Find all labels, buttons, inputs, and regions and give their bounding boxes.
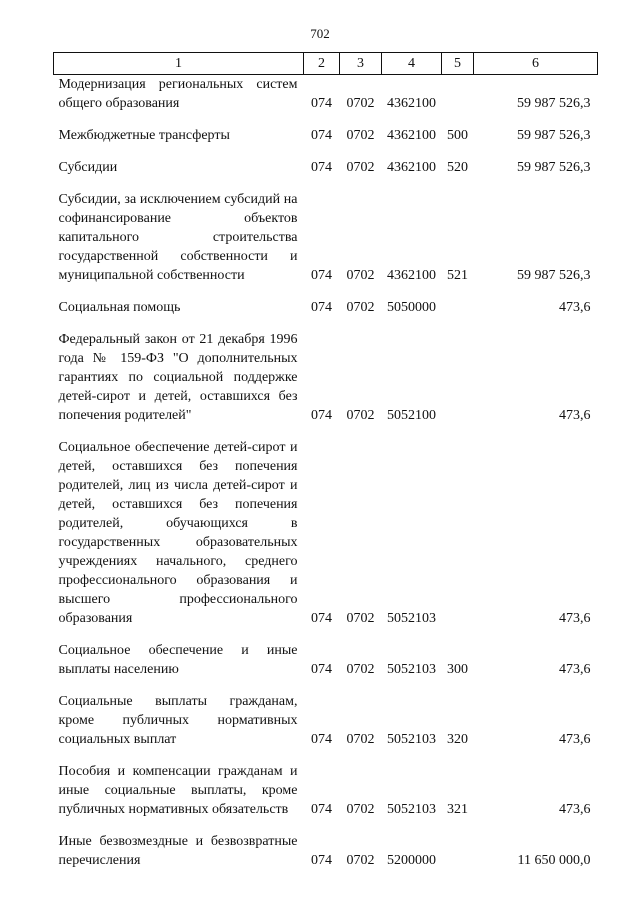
row-target-code: 5052103 [387, 662, 436, 677]
row-amount: 59 987 526,3 [517, 268, 591, 283]
table-row [54, 317, 598, 425]
row-expense-code: 320 [447, 732, 468, 747]
row-expense-code [442, 75, 474, 114]
row-name: Межбюджетные трансферты [58, 128, 230, 143]
row-amount: 473,6 [559, 611, 591, 626]
row-target-code: 5052103 [387, 802, 436, 817]
column-header-target: 4 [382, 53, 442, 75]
row-amount: 473,6 [559, 732, 591, 747]
row-target-code: 5050000 [387, 300, 436, 315]
table-row [54, 628, 598, 679]
row-expense-code [442, 285, 474, 317]
table-row [54, 425, 598, 628]
row-expense-code: 321 [447, 802, 468, 817]
row-ministry-code: 074 [311, 300, 332, 315]
row-amount: 59 987 526,3 [517, 128, 591, 143]
table-row [54, 679, 598, 749]
row-section-code: 0702 [346, 853, 375, 868]
table-row [54, 145, 598, 177]
row-target-code: 5052100 [387, 408, 436, 423]
row-ministry-code: 074 [311, 268, 332, 283]
row-expense-code [442, 425, 474, 628]
table-row [54, 749, 598, 819]
row-ministry-code: 074 [311, 96, 332, 111]
row-name: Федеральный закон от 21 декабря 1996 года № 159-ФЗ "О дополнительных гарантиях по социальной поддержке детей-сирот и детей, оставшихся без попечения родителей" [58, 332, 298, 423]
row-name: Социальное обеспечение детей-сирот и детей, оставшихся без попечения родителей, лиц из числа детей-сирот и детей, оставшихся без попечения родителей, обучающихся в государственных образовательных учреждениях начального, среднего профессионального образования и высшего профессионального образования [58, 440, 298, 626]
row-amount: 473,6 [559, 408, 591, 423]
row-name: Пособия и компенсации гражданам и иные социальные выплаты, кроме публичных нормативных обязательств [58, 764, 298, 817]
table-row [54, 113, 598, 145]
row-target-code: 5052103 [387, 611, 436, 626]
row-amount: 473,6 [559, 300, 591, 315]
budget-table [53, 52, 598, 870]
row-expense-code: 300 [447, 662, 468, 677]
row-amount: 11 650 000,0 [517, 853, 591, 868]
row-name: Социальная помощь [58, 300, 181, 315]
row-section-code: 0702 [346, 96, 375, 111]
table-row [54, 285, 598, 317]
row-target-code: 5200000 [387, 853, 436, 868]
row-section-code: 0702 [346, 408, 375, 423]
row-target-code: 5052103 [387, 732, 436, 747]
row-section-code: 0702 [346, 268, 375, 283]
row-name: Субсидии, за исключением субсидий на софинансирование объектов капитального строительства государственной собственности и муниципальной собственности [58, 192, 298, 283]
table-row [54, 819, 598, 870]
row-expense-code: 520 [447, 160, 468, 175]
table-header-row [54, 53, 598, 75]
row-expense-code [442, 317, 474, 425]
row-ministry-code: 074 [311, 732, 332, 747]
row-amount: 59 987 526,3 [517, 160, 591, 175]
row-name: Субсидии [58, 160, 118, 175]
row-target-code: 4362100 [387, 96, 436, 111]
row-ministry-code: 074 [311, 408, 332, 423]
row-expense-code: 500 [447, 128, 468, 143]
row-name: Иные безвозмездные и безвозвратные перечисления [58, 834, 298, 868]
row-section-code: 0702 [346, 128, 375, 143]
row-name: Социальное обеспечение и иные выплаты населению [58, 643, 298, 677]
column-header-amount: 6 [474, 53, 598, 75]
row-amount: 473,6 [559, 802, 591, 817]
row-target-code: 4362100 [387, 268, 436, 283]
row-expense-code: 521 [447, 268, 468, 283]
row-ministry-code: 074 [311, 611, 332, 626]
column-header-name: 1 [54, 53, 304, 75]
table-row [54, 75, 598, 114]
row-amount: 59 987 526,3 [517, 96, 591, 111]
row-name: Модернизация региональных систем общего образования [58, 77, 298, 111]
row-name: Социальные выплаты гражданам, кроме публичных нормативных социальных выплат [58, 694, 298, 747]
row-section-code: 0702 [346, 611, 375, 626]
row-section-code: 0702 [346, 732, 375, 747]
row-section-code: 0702 [346, 802, 375, 817]
row-target-code: 4362100 [387, 128, 436, 143]
page-number: 702 [310, 26, 330, 41]
row-section-code: 0702 [346, 160, 375, 175]
row-ministry-code: 074 [311, 802, 332, 817]
table-row [54, 177, 598, 285]
row-section-code: 0702 [346, 300, 375, 315]
row-section-code: 0702 [346, 662, 375, 677]
row-expense-code [442, 819, 474, 870]
column-header-expense: 5 [442, 53, 474, 75]
row-ministry-code: 074 [311, 662, 332, 677]
row-ministry-code: 074 [311, 853, 332, 868]
row-ministry-code: 074 [311, 128, 332, 143]
row-target-code: 4362100 [387, 160, 436, 175]
row-ministry-code: 074 [311, 160, 332, 175]
row-amount: 473,6 [559, 662, 591, 677]
column-header-ministry: 2 [304, 53, 340, 75]
column-header-section: 3 [340, 53, 382, 75]
